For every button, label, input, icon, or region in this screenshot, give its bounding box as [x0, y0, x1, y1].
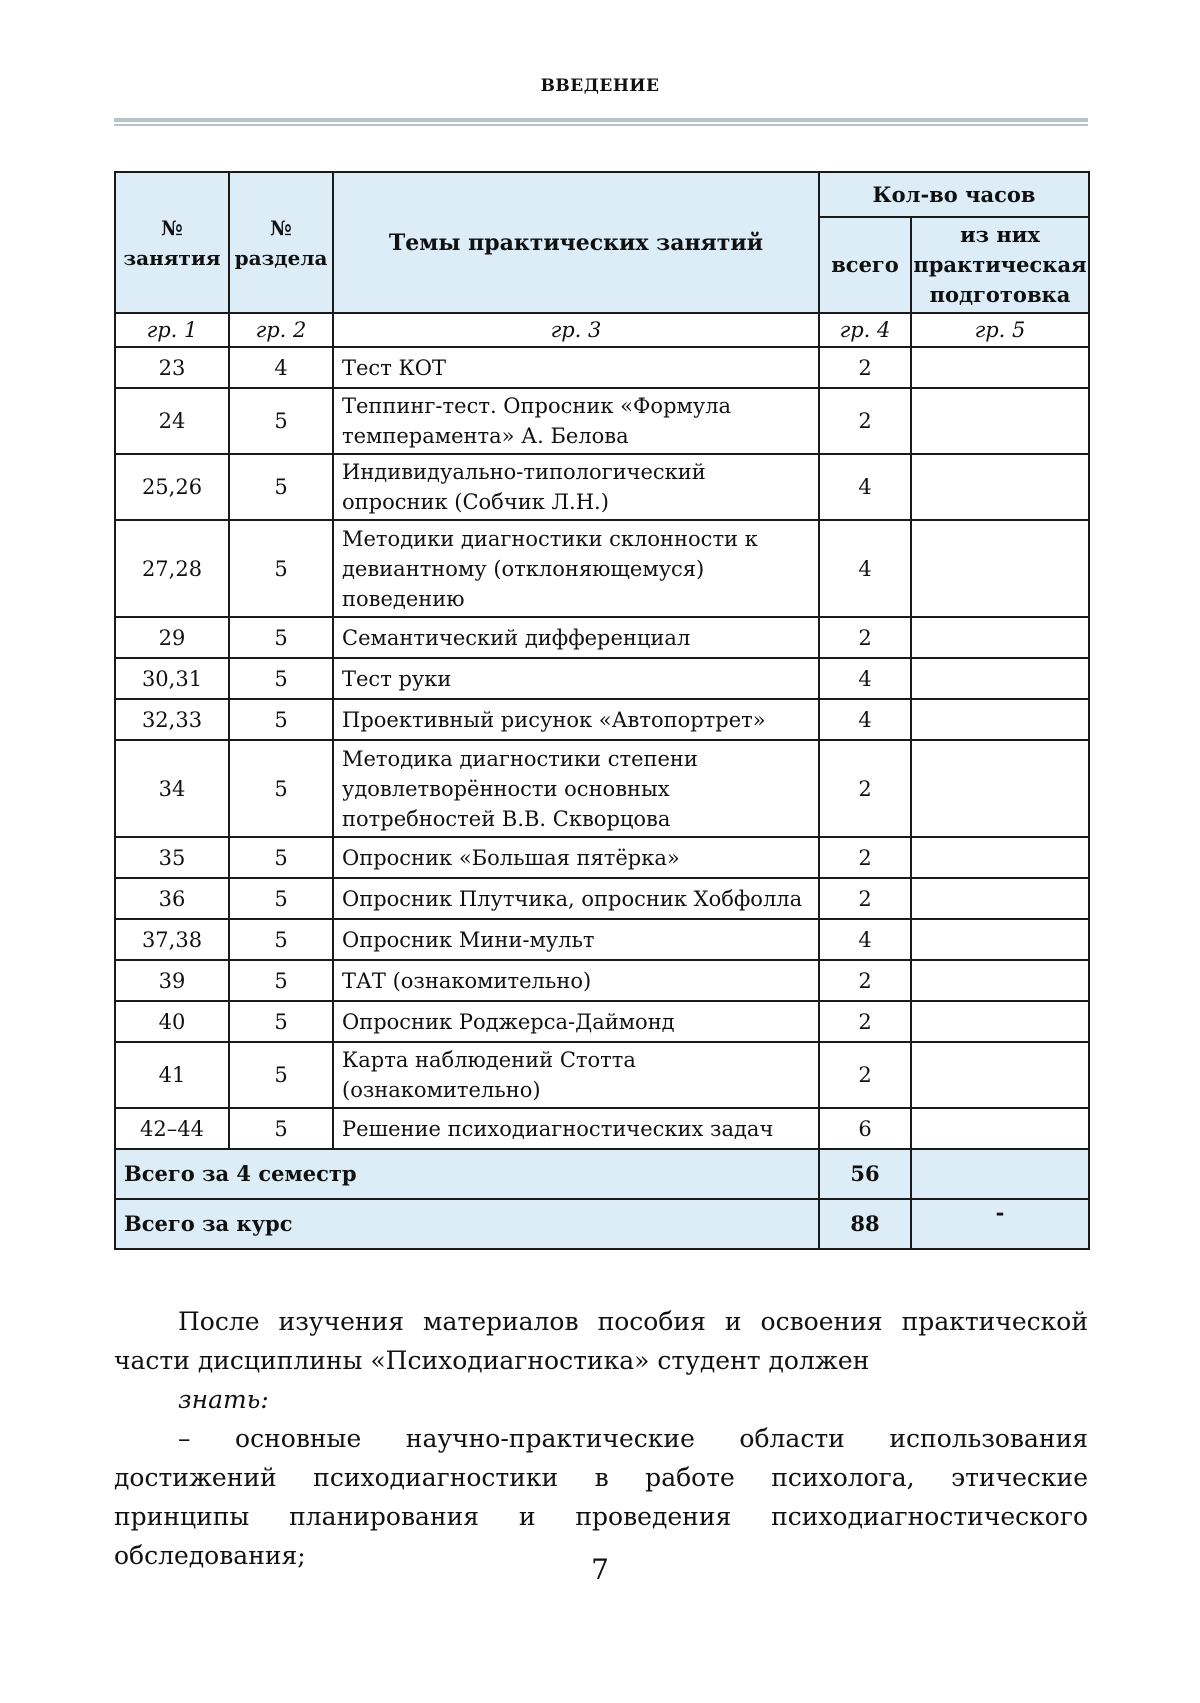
total-hours: 88 [819, 1199, 911, 1249]
section-cell: 5 [229, 1042, 333, 1108]
section-cell: 5 [229, 919, 333, 960]
topic-cell: Решение психодиагностических задач [333, 1108, 819, 1149]
table-row [115, 347, 1089, 388]
table-row [115, 658, 1089, 699]
hours-cell: 2 [819, 617, 911, 658]
topic-cell: ТАТ (ознакомительно) [333, 960, 819, 1001]
topic-cell: Методики диагностики склонности к девиантному (отклоняющемуся) поведению [333, 520, 819, 617]
header-topic: Темы практических занятий [333, 172, 819, 313]
section-cell: 5 [229, 837, 333, 878]
practical-cell [911, 388, 1089, 454]
lesson-cell: 30,31 [115, 658, 229, 699]
section-cell: 5 [229, 1108, 333, 1149]
lesson-cell: 29 [115, 617, 229, 658]
practical-cell [911, 699, 1089, 740]
hours-cell: 4 [819, 454, 911, 520]
topic-cell: Опросник Плутчика, опросник Хобфолла [333, 878, 819, 919]
group-cell: гр. 2 [229, 313, 333, 347]
table-row [115, 617, 1089, 658]
table-row [115, 454, 1089, 520]
lesson-cell: 40 [115, 1001, 229, 1042]
group-cell: гр. 1 [115, 313, 229, 347]
header-rule [114, 118, 1088, 122]
body-know-heading: знать: [178, 1385, 269, 1414]
running-head: ВВЕДЕНИЕ [540, 76, 660, 96]
hours-cell: 2 [819, 388, 911, 454]
practical-cell [911, 1042, 1089, 1108]
topic-cell: Методика диагностики степени удовлетворённости основных потребностей В.В. Скворцова [333, 740, 819, 837]
lesson-cell: 24 [115, 388, 229, 454]
lesson-cell: 42–44 [115, 1108, 229, 1149]
total-label: Всего за курс [115, 1199, 819, 1249]
hours-cell: 2 [819, 1042, 911, 1108]
group-cell: гр. 5 [911, 313, 1089, 347]
practical-cell [911, 837, 1089, 878]
practical-cell [911, 960, 1089, 1001]
lesson-cell: 36 [115, 878, 229, 919]
lesson-cell: 37,38 [115, 919, 229, 960]
topic-cell: Карта наблюдений Стотта (ознакомительно) [333, 1042, 819, 1108]
practical-cell [911, 919, 1089, 960]
body-paragraph: – основные научно-практические области использования достижений психодиагностики в работе психолога, этические принципы планирования и проведения психодиагностического обследования; [114, 1424, 1088, 1570]
lesson-cell: 41 [115, 1042, 229, 1108]
header-rule-thin [114, 124, 1088, 126]
section-cell: 5 [229, 454, 333, 520]
practical-cell [911, 617, 1089, 658]
hours-cell: 2 [819, 740, 911, 837]
topic-cell: Тест руки [333, 658, 819, 699]
hours-cell: 2 [819, 347, 911, 388]
topic-cell: Тест КОТ [333, 347, 819, 388]
table-row [115, 919, 1089, 960]
total-row-course [115, 1199, 1089, 1249]
header-section-no: № раздела [229, 172, 333, 313]
table-row [115, 1042, 1089, 1108]
hours-cell: 2 [819, 960, 911, 1001]
hours-cell: 4 [819, 520, 911, 617]
lesson-cell: 34 [115, 740, 229, 837]
practical-cell [911, 347, 1089, 388]
lesson-cell: 35 [115, 837, 229, 878]
total-practical [911, 1149, 1089, 1199]
total-hours: 56 [819, 1149, 911, 1199]
body-paragraph: После изучения материалов пособия и освоения практической части дисциплины «Психодиагностика» студент должен [114, 1307, 1088, 1375]
table-row [115, 837, 1089, 878]
topic-cell: Проективный рисунок «Автопортрет» [333, 699, 819, 740]
table-row [115, 960, 1089, 1001]
lesson-cell: 25,26 [115, 454, 229, 520]
section-cell: 5 [229, 740, 333, 837]
section-cell: 5 [229, 878, 333, 919]
topic-cell: Индивидуально-типологический опросник (Собчик Л.Н.) [333, 454, 819, 520]
section-cell: 5 [229, 520, 333, 617]
group-cell: гр. 4 [819, 313, 911, 347]
practical-cell [911, 1001, 1089, 1042]
lesson-cell: 32,33 [115, 699, 229, 740]
lesson-cell: 39 [115, 960, 229, 1001]
hours-cell: 2 [819, 1001, 911, 1042]
section-cell: 5 [229, 658, 333, 699]
header-hours-total: всего [819, 217, 911, 313]
topic-cell: Опросник Мини-мульт [333, 919, 819, 960]
group-cell: гр. 3 [333, 313, 819, 347]
practical-cell [911, 1108, 1089, 1149]
total-practical: - [911, 1199, 1089, 1249]
topic-cell: Семантический дифференциал [333, 617, 819, 658]
topic-cell: Опросник «Большая пятёрка» [333, 837, 819, 878]
header-hours-practical: из них практическая подготовка [911, 217, 1089, 313]
hours-cell: 6 [819, 1108, 911, 1149]
section-cell: 5 [229, 1001, 333, 1042]
practical-cell [911, 520, 1089, 617]
practical-cell [911, 658, 1089, 699]
table-row [115, 1001, 1089, 1042]
hours-cell: 4 [819, 699, 911, 740]
hours-cell: 4 [819, 658, 911, 699]
table-row [115, 699, 1089, 740]
section-cell: 4 [229, 347, 333, 388]
topic-cell: Теппинг-тест. Опросник «Формула темперамента» А. Белова [333, 388, 819, 454]
practical-cell [911, 454, 1089, 520]
practical-cell [911, 740, 1089, 837]
section-cell: 5 [229, 388, 333, 454]
section-cell: 5 [229, 699, 333, 740]
page-number: 7 [591, 1553, 609, 1586]
practical-cell [911, 878, 1089, 919]
hours-cell: 2 [819, 878, 911, 919]
table-row [115, 520, 1089, 617]
group-row [115, 313, 1089, 347]
total-row-semester [115, 1149, 1089, 1199]
lesson-cell: 27,28 [115, 520, 229, 617]
table-row [115, 740, 1089, 837]
header-lesson-no: № занятия [115, 172, 229, 313]
topic-cell: Опросник Роджерса-Даймонд [333, 1001, 819, 1042]
section-cell: 5 [229, 960, 333, 1001]
hours-cell: 4 [819, 919, 911, 960]
lesson-cell: 23 [115, 347, 229, 388]
header-hours: Кол-во часов [819, 172, 1089, 217]
table-row [115, 878, 1089, 919]
hours-cell: 2 [819, 837, 911, 878]
total-label: Всего за 4 семестр [115, 1149, 819, 1199]
table-row [115, 388, 1089, 454]
practical-lessons-table [114, 171, 1090, 1250]
table-row [115, 1108, 1089, 1149]
section-cell: 5 [229, 617, 333, 658]
